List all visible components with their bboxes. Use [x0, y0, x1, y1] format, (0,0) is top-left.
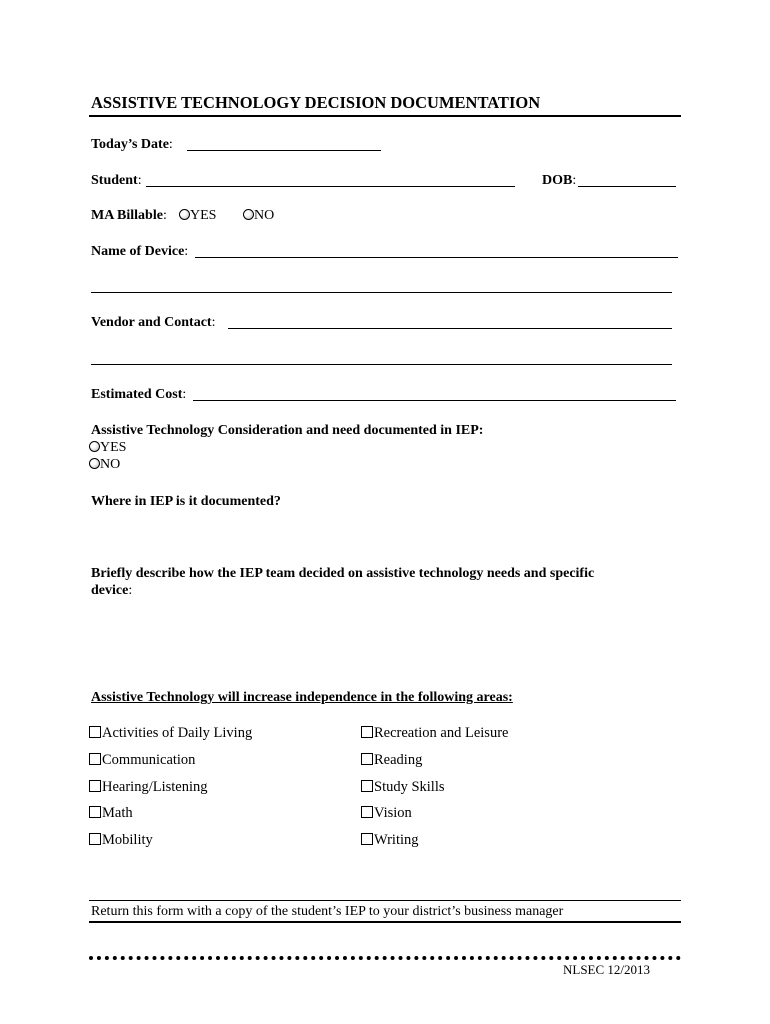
footer-divider — [89, 900, 681, 901]
radio-icon[interactable] — [89, 441, 100, 452]
vendor-contact-field[interactable] — [228, 328, 672, 329]
checkbox-icon[interactable] — [89, 780, 101, 792]
radio-icon[interactable] — [243, 209, 254, 220]
area-checkbox[interactable]: Reading — [361, 752, 422, 769]
name-of-device-field[interactable] — [195, 257, 678, 258]
area-checkbox[interactable]: Communication — [89, 752, 195, 769]
student-field[interactable] — [146, 186, 515, 187]
ma-billable-yes-option[interactable]: YES — [179, 208, 216, 224]
checkbox-icon[interactable] — [89, 833, 101, 845]
name-of-device-label: Name of Device: — [91, 244, 189, 259]
area-checkbox[interactable]: Study Skills — [361, 779, 445, 796]
dob-field[interactable] — [578, 186, 676, 187]
vendor-contact-label: Vendor and Contact: — [91, 315, 216, 330]
checkbox-icon[interactable] — [361, 833, 373, 845]
form-code: NLSEC 12/2013 — [563, 962, 651, 977]
area-checkbox[interactable]: Activities of Daily Living — [89, 725, 252, 742]
area-checkbox[interactable]: Vision — [361, 805, 412, 822]
radio-icon[interactable] — [89, 458, 100, 469]
area-checkbox[interactable]: Writing — [361, 832, 419, 849]
checkbox-icon[interactable] — [89, 806, 101, 818]
radio-icon[interactable] — [179, 209, 190, 220]
vendor-contact-field-line2[interactable] — [91, 364, 672, 365]
title-underline — [89, 115, 681, 117]
areas-heading: Assistive Technology will increase independence in the following areas: — [91, 690, 513, 705]
ma-billable-label: MA Billable: — [91, 208, 167, 223]
area-checkbox[interactable]: Hearing/Listening — [89, 779, 208, 796]
consideration-yes-option[interactable]: YES — [89, 440, 126, 456]
describe-label-line1: Briefly describe how the IEP team decided on assistive technology needs and specific — [91, 566, 595, 581]
checkbox-icon[interactable] — [89, 726, 101, 738]
checkbox-icon[interactable] — [89, 753, 101, 765]
todays-date-field[interactable] — [187, 150, 381, 151]
footer-underline — [89, 921, 681, 923]
checkbox-icon[interactable] — [361, 780, 373, 792]
todays-date-label: Today’s Date: — [91, 137, 173, 152]
consideration-no-option[interactable]: NO — [89, 457, 120, 473]
page-title: ASSISTIVE TECHNOLOGY DECISION DOCUMENTATION — [91, 93, 541, 112]
estimated-cost-label: Estimated Cost: — [91, 387, 187, 402]
checkbox-icon[interactable] — [361, 806, 373, 818]
consideration-question: Assistive Technology Consideration and need documented in IEP: — [91, 423, 484, 438]
where-documented-label: Where in IEP is it documented? — [91, 494, 281, 509]
describe-label-line2: device: — [91, 583, 133, 598]
dob-label: DOB: — [542, 173, 577, 188]
checkbox-icon[interactable] — [361, 726, 373, 738]
footer-instruction: Return this form with a copy of the student’s IEP to your district’s business manager — [91, 904, 564, 919]
ma-billable-no-option[interactable]: NO — [243, 208, 274, 224]
area-checkbox[interactable]: Mobility — [89, 832, 153, 849]
name-of-device-field-line2[interactable] — [91, 292, 672, 293]
student-label: Student: — [91, 173, 142, 188]
checkbox-icon[interactable] — [361, 753, 373, 765]
area-checkbox[interactable]: Recreation and Leisure — [361, 725, 508, 742]
area-checkbox[interactable]: Math — [89, 805, 133, 822]
dotted-divider — [89, 956, 681, 960]
estimated-cost-field[interactable] — [193, 400, 676, 401]
